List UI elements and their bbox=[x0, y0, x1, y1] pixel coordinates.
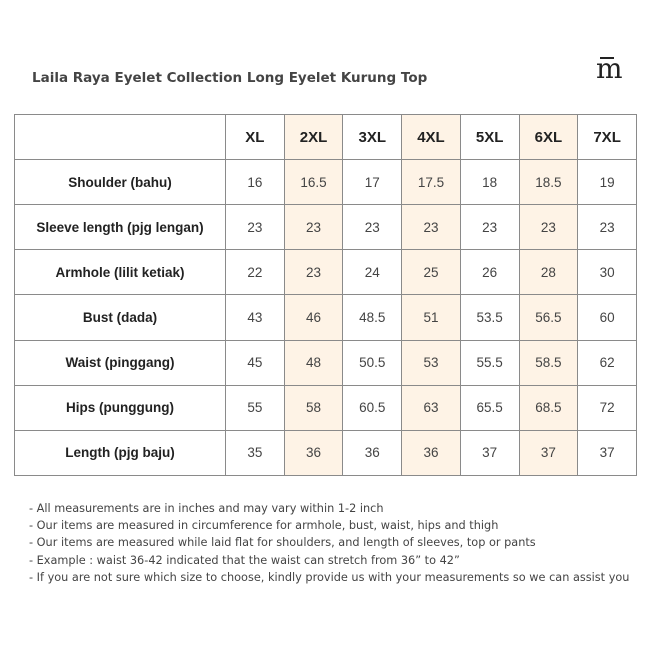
table-cell: 48.5 bbox=[343, 295, 402, 340]
table-cell: 43 bbox=[226, 295, 285, 340]
table-cell: 35 bbox=[226, 430, 285, 475]
table-cell: 23 bbox=[578, 205, 637, 250]
note-line: - Our items are measured in circumference for armhole, bust, waist, hips and thigh bbox=[29, 519, 499, 533]
table-cell: 58.5 bbox=[519, 340, 578, 385]
size-chart-table bbox=[14, 114, 637, 476]
table-cell: 18 bbox=[460, 160, 519, 205]
table-cell: 55 bbox=[226, 385, 285, 430]
table-row bbox=[15, 340, 637, 385]
note-line: - Our items are measured while laid flat for shoulders, and length of sleeves, top or pants bbox=[29, 536, 536, 550]
table-cell: 37 bbox=[578, 430, 637, 475]
size-header-cell: 5XL bbox=[460, 115, 519, 160]
table-cell: 53 bbox=[402, 340, 461, 385]
table-cell: 23 bbox=[226, 205, 285, 250]
row-label: Sleeve length (pjg lengan) bbox=[15, 205, 226, 250]
table-row bbox=[15, 205, 637, 250]
table-cell: 36 bbox=[343, 430, 402, 475]
table-row bbox=[15, 430, 637, 475]
size-header-cell: 2XL bbox=[284, 115, 343, 160]
table-cell: 16 bbox=[226, 160, 285, 205]
size-header-cell: 4XL bbox=[402, 115, 461, 160]
table-cell: 17 bbox=[343, 160, 402, 205]
table-cell: 46 bbox=[284, 295, 343, 340]
measurement-notes bbox=[29, 500, 629, 586]
row-label: Shoulder (bahu) bbox=[15, 160, 226, 205]
size-header-cell: XL bbox=[226, 115, 285, 160]
table-cell: 72 bbox=[578, 385, 637, 430]
table-cell: 48 bbox=[284, 340, 343, 385]
brand-logo: m bbox=[596, 52, 623, 85]
table-cell: 55.5 bbox=[460, 340, 519, 385]
table-cell: 58 bbox=[284, 385, 343, 430]
row-label: Hips (punggung) bbox=[15, 385, 226, 430]
table-row bbox=[15, 250, 637, 295]
table-cell: 22 bbox=[226, 250, 285, 295]
table-cell: 50.5 bbox=[343, 340, 402, 385]
table-row bbox=[15, 385, 637, 430]
note-line: - Example : waist 36-42 indicated that the waist can stretch from 36” to 42” bbox=[29, 553, 460, 567]
table-cell: 60.5 bbox=[343, 385, 402, 430]
table-cell: 63 bbox=[402, 385, 461, 430]
table-cell: 23 bbox=[284, 250, 343, 295]
table-cell: 23 bbox=[402, 205, 461, 250]
table-cell: 18.5 bbox=[519, 160, 578, 205]
table-cell: 23 bbox=[460, 205, 519, 250]
table-cell: 68.5 bbox=[519, 385, 578, 430]
row-label: Armhole (lilit ketiak) bbox=[15, 250, 226, 295]
table-cell: 62 bbox=[578, 340, 637, 385]
table-cell: 26 bbox=[460, 250, 519, 295]
table-cell: 53.5 bbox=[460, 295, 519, 340]
table-cell: 23 bbox=[343, 205, 402, 250]
size-header-cell: 7XL bbox=[578, 115, 637, 160]
table-row bbox=[15, 295, 637, 340]
table-cell: 51 bbox=[402, 295, 461, 340]
row-label: Waist (pinggang) bbox=[15, 340, 226, 385]
table-cell: 36 bbox=[402, 430, 461, 475]
table-cell: 25 bbox=[402, 250, 461, 295]
table-cell: 65.5 bbox=[460, 385, 519, 430]
table-cell: 56.5 bbox=[519, 295, 578, 340]
table-cell: 60 bbox=[578, 295, 637, 340]
table-cell: 30 bbox=[578, 250, 637, 295]
note-line: - All measurements are in inches and may vary within 1-2 inch bbox=[29, 502, 384, 515]
table-cell: 37 bbox=[460, 430, 519, 475]
table-row bbox=[15, 160, 637, 205]
row-label: Length (pjg baju) bbox=[15, 430, 226, 475]
size-header-cell: 6XL bbox=[519, 115, 578, 160]
table-cell: 17.5 bbox=[402, 160, 461, 205]
table-cell: 36 bbox=[284, 430, 343, 475]
table-cell: 23 bbox=[284, 205, 343, 250]
table-cell: 45 bbox=[226, 340, 285, 385]
table-cell: 19 bbox=[578, 160, 637, 205]
page-title: Laila Raya Eyelet Collection Long Eyelet Kurung Top bbox=[32, 70, 428, 86]
table-cell: 16.5 bbox=[284, 160, 343, 205]
row-label: Bust (dada) bbox=[15, 295, 226, 340]
size-header-row bbox=[15, 115, 637, 160]
header-corner-cell bbox=[15, 115, 226, 160]
table-cell: 28 bbox=[519, 250, 578, 295]
size-header-cell: 3XL bbox=[343, 115, 402, 160]
note-line: - If you are not sure which size to choose, kindly provide us with your measurements so we can assist you bbox=[29, 570, 630, 584]
table-cell: 23 bbox=[519, 205, 578, 250]
table-cell: 37 bbox=[519, 430, 578, 475]
table-cell: 24 bbox=[343, 250, 402, 295]
